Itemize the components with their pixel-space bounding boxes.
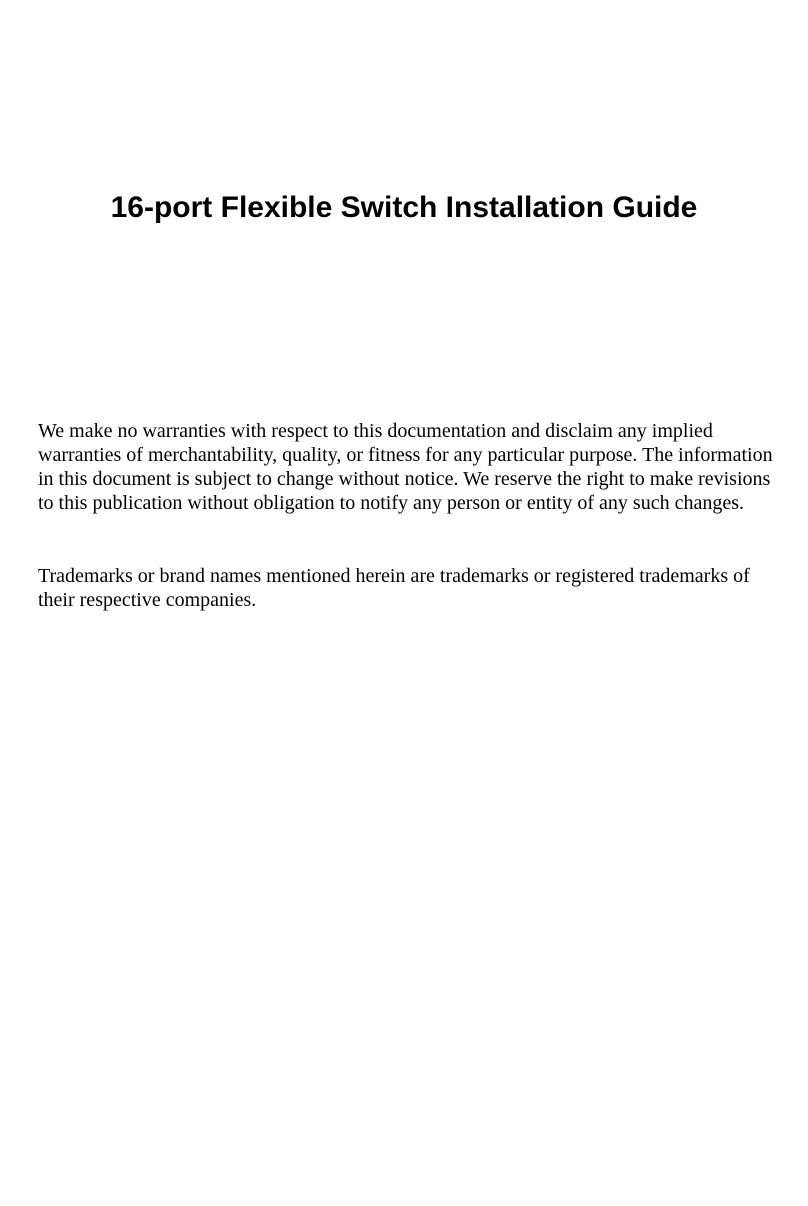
document-title: 16-port Flexible Switch Installation Guide (110, 191, 698, 224)
disclaimer-paragraph: We make no warranties with respect to this documentation and disclaim any implied warranties of merchantability, quality, or fitness for any particular purpose. The information in this document is subject to change without notice. We reserve the right to make revisions to this publication without obligation to notify any person or entity of any such changes. (38, 420, 773, 514)
trademark-paragraph: Trademarks or brand names mentioned herein are trademarks or registered trademarks of their respective companies. (38, 565, 750, 611)
